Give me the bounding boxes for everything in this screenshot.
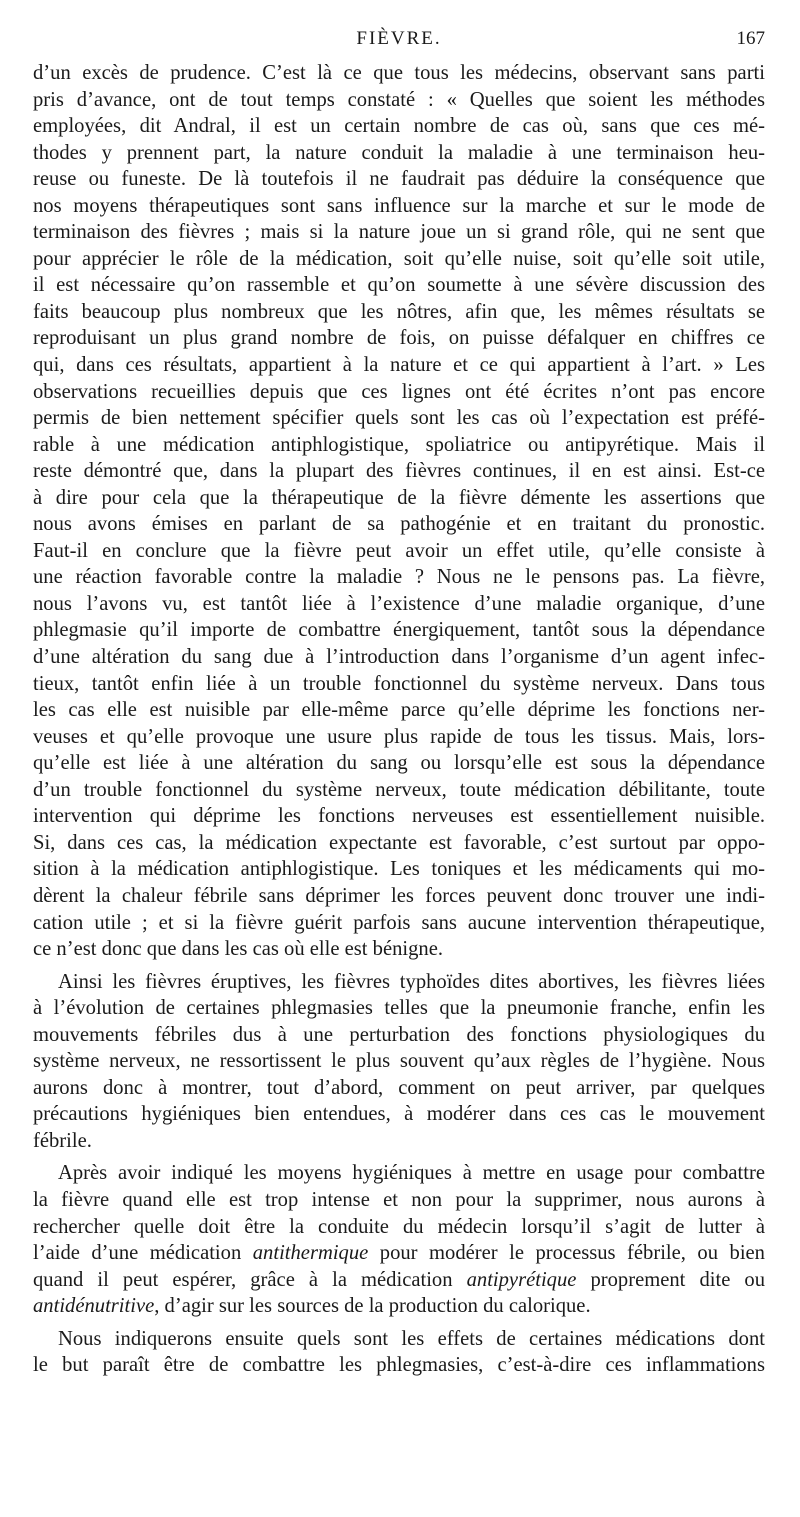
text-run: qu’elle est liée à une altération du sang ou lorsqu’elle est sous la dépendance xyxy=(33,752,765,775)
text-run: rechercher quelle doit être la conduite du médecin lorsqu’il s’agit de lutter à xyxy=(33,1215,765,1238)
text-line xyxy=(33,644,765,671)
text-line xyxy=(33,1352,765,1379)
text-line xyxy=(33,272,765,299)
italic-term: antithermique xyxy=(252,1242,369,1265)
text-line xyxy=(33,538,765,565)
paragraph xyxy=(33,1326,765,1379)
text-run: faits beaucoup plus nombreux que les nôtres, afin que, les mêmes résultats se xyxy=(33,300,765,323)
text-line xyxy=(33,1267,765,1294)
page-number: 167 xyxy=(736,28,765,49)
text-run: pris d’avance, ont de tout temps constaté : « Quelles que soient les méthodes xyxy=(33,88,765,111)
text-run: reproduisant un plus grand nombre de fois, on puisse défalquer en chiffres ce xyxy=(33,327,765,350)
text-run: aurons donc à montrer, tout d’abord, comment on peut arriver, par quelques xyxy=(33,1076,765,1099)
text-run: d’un trouble fonctionnel du système nerveux, toute médication débilitante, toute xyxy=(33,778,765,801)
paragraph xyxy=(33,969,765,1155)
text-run: tieux, tantôt enfin liée à un trouble fonctionnel du système nerveux. Dans tous xyxy=(33,672,765,695)
text-run: intervention qui déprime les fonctions nerveuses est essentiellement nuisible. xyxy=(33,805,765,828)
text-run: à dire pour cela que la thérapeutique de la fièvre démente les assertions que xyxy=(33,486,765,509)
running-title: FIÈVRE. xyxy=(356,28,442,49)
paragraph xyxy=(33,60,765,963)
italic-term: antipyrétique xyxy=(466,1268,577,1291)
body-text xyxy=(33,60,765,1379)
text-run: Après avoir indiqué les moyens hygiéniques à mettre en usage pour combattre xyxy=(58,1162,765,1185)
text-run: la fièvre quand elle est trop intense et non pour la supprimer, nous aurons à xyxy=(33,1188,765,1211)
text-run: rable à une médication antiphlogistique, spoliatrice ou antipyrétique. Mais il xyxy=(33,433,765,456)
text-line xyxy=(33,511,765,538)
text-line xyxy=(33,1187,765,1214)
text-line xyxy=(33,830,765,857)
text-line xyxy=(33,564,765,591)
text-run: les cas elle est nuisible par elle-même parce qu’elle déprime les fonctions ner- xyxy=(33,699,765,722)
text-line xyxy=(33,995,765,1022)
text-run: Faut-il en conclure que la fièvre peut avoir un effet utile, qu’elle consiste à xyxy=(33,539,765,562)
text-line xyxy=(33,697,765,724)
text-run: nous l’avons vu, est tantôt liée à l’existence d’une maladie organique, d’une xyxy=(33,592,765,615)
italic-term: antidénutritive xyxy=(33,1295,155,1318)
text-run: dèrent la chaleur fébrile sans déprimer les forces peuvent donc trouver une indi- xyxy=(33,884,765,907)
text-line xyxy=(33,87,765,114)
text-line xyxy=(33,485,765,512)
text-run: d’un excès de prudence. C’est là ce que tous les médecins, observant sans parti xyxy=(33,62,765,84)
text-line xyxy=(33,936,765,963)
text-run: observations recueillies depuis que ces lignes ont été écrites n’ont pas encore xyxy=(33,380,765,403)
text-line xyxy=(33,458,765,485)
text-run: ce n’est donc que dans les cas où elle est bénigne. xyxy=(33,938,444,961)
text-line xyxy=(33,883,765,910)
text-run: quand il peut espérer, grâce à la médication xyxy=(33,1268,467,1291)
text-line xyxy=(33,724,765,751)
text-line xyxy=(33,910,765,937)
text-run: il est nécessaire qu’on rassemble et qu’on soumette à une sévère discussion des xyxy=(33,274,765,297)
text-run: Nous indiquerons ensuite quels sont les effets de certaines médications dont xyxy=(58,1327,765,1350)
text-run: système nerveux, ne ressortissent le plus souvent qu’aux règles de l’hygiène. Nous xyxy=(33,1050,765,1073)
text-run: permis de bien nettement spécifier quels sont les cas où l’expectation est préfé- xyxy=(33,407,765,430)
text-run: sition à la médication antiphlogistique. Les toniques et les médicaments qui mo- xyxy=(33,858,765,881)
text-run: proprement dite ou xyxy=(576,1268,765,1291)
text-line xyxy=(33,405,765,432)
text-line xyxy=(33,1214,765,1241)
text-run: nos moyens thérapeutiques sont sans influence sur la marche et sur le mode de xyxy=(33,194,765,217)
text-run: à l’évolution de certaines phlegmasies telles que la pneumonie franche, enfin les xyxy=(33,997,765,1020)
text-run: le but paraît être de combattre les phlegmasies, c’est-à-dire ces inflammations xyxy=(33,1354,765,1377)
text-line xyxy=(33,219,765,246)
text-line xyxy=(33,1326,765,1353)
text-run: Ainsi les fièvres éruptives, les fièvres typhoïdes dites abortives, les fièvres liées xyxy=(58,970,765,993)
text-line xyxy=(33,113,765,140)
text-line xyxy=(33,1075,765,1102)
text-line xyxy=(33,193,765,220)
text-line xyxy=(33,379,765,406)
text-line xyxy=(33,969,765,996)
text-run: reste démontré que, dans la plupart des fièvres continues, il en est ainsi. Est-ce xyxy=(33,460,765,483)
text-line xyxy=(33,617,765,644)
text-run: reuse ou funeste. De là toutefois il ne faudrait pas déduire la conséquence que xyxy=(33,168,765,191)
text-line xyxy=(33,750,765,777)
text-line xyxy=(33,1240,765,1267)
text-line xyxy=(33,352,765,379)
text-run: employées, dit Andral, il est un certain nombre de cas où, sans que ces mé- xyxy=(33,115,765,138)
text-run: nous avons émises en parlant de sa pathogénie et en traitant du pronostic. xyxy=(33,513,765,536)
text-run: phlegmasie qu’il importe de combattre énergiquement, tantôt sous la dépendance xyxy=(33,619,765,642)
text-run: terminaison des fièvres ; mais si la nature joue un si grand rôle, qui ne sent que xyxy=(33,221,765,244)
text-line xyxy=(33,1160,765,1187)
text-line xyxy=(33,299,765,326)
text-run: veuses et qu’elle provoque une usure plus rapide de tous les tissus. Mais, lors- xyxy=(33,725,765,748)
text-line xyxy=(33,1293,765,1320)
text-line xyxy=(33,777,765,804)
text-line xyxy=(33,803,765,830)
text-run: pour apprécier le rôle de la médication, soit qu’elle nuise, soit qu’elle soit utile, xyxy=(33,247,765,270)
text-line xyxy=(33,591,765,618)
text-run: pour modérer le processus fébrile, ou bien xyxy=(368,1242,765,1265)
text-run: Si, dans ces cas, la médication expectante est favorable, c’est surtout par oppo- xyxy=(33,831,765,854)
text-line xyxy=(33,325,765,352)
text-run: précautions hygiéniques bien entendues, à modérer dans ces cas le mouvement xyxy=(33,1103,765,1126)
paragraph xyxy=(33,1160,765,1319)
text-line xyxy=(33,60,765,87)
running-head xyxy=(33,28,765,56)
text-run: thodes y prennent part, la nature conduit la maladie à une terminaison heu- xyxy=(33,141,765,164)
text-line xyxy=(33,432,765,459)
text-line xyxy=(33,1048,765,1075)
text-run: qui, dans ces résultats, appartient à la nature et ce qui appartient à l’art. » Les xyxy=(33,354,765,377)
text-line xyxy=(33,1101,765,1128)
text-line xyxy=(33,166,765,193)
text-run: mouvements fébriles dus à une perturbation des fonctions physiologiques du xyxy=(33,1023,765,1046)
text-line xyxy=(33,856,765,883)
text-line xyxy=(33,671,765,698)
text-run: fébrile. xyxy=(33,1129,92,1152)
text-run: , d’agir sur les sources de la production du calorique. xyxy=(154,1295,591,1318)
text-run: d’une altération du sang due à l’introduction dans l’organisme d’un agent infec- xyxy=(33,646,765,669)
text-line xyxy=(33,140,765,167)
text-run: l’aide d’une médication xyxy=(33,1242,253,1265)
text-line xyxy=(33,246,765,273)
text-line xyxy=(33,1022,765,1049)
text-line xyxy=(33,1128,765,1155)
text-run: cation utile ; et si la fièvre guérit parfois sans aucune intervention thérapeutique, xyxy=(33,911,765,934)
text-run: une réaction favorable contre la maladie ? Nous ne le pensons pas. La fièvre, xyxy=(33,566,765,589)
